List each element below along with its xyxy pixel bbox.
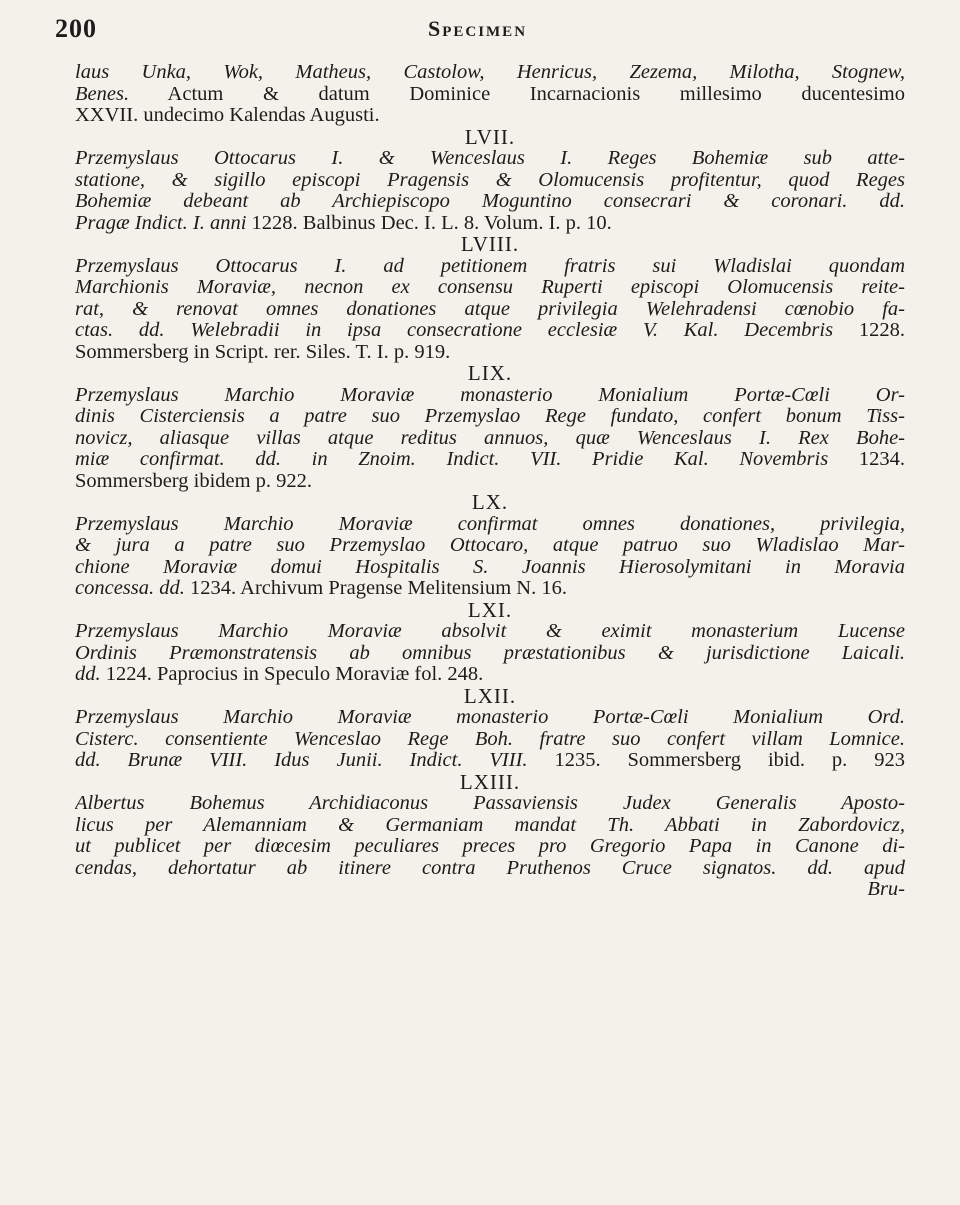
text-segment: Przemyslaus Ottocarus I. & Wenceslaus I. Reges Bohemiæ sub atte- <box>75 148 905 169</box>
text-segment: Sommersberg in Script. rer. Siles. T. I. p. 919. <box>75 341 451 363</box>
text-line <box>75 277 905 299</box>
text-line <box>75 170 905 192</box>
text-line <box>75 793 905 815</box>
text-segment: Bru- <box>867 879 905 900</box>
text-line <box>75 621 905 643</box>
text-line <box>75 84 905 106</box>
text-segment: LXI. <box>467 599 513 621</box>
text-segment: Sommersberg ibidem p. 922. <box>75 470 313 492</box>
text-segment: laus Unka, Wok, Matheus, Castolow, Henricus, Zezema, Milotha, Stognew, <box>75 62 905 83</box>
text-segment: LX. <box>471 492 509 514</box>
text-segment: Przemyslaus Marchio Moraviæ monasterio Monialium Portæ-Cœli Or- <box>75 384 905 406</box>
text-segment: 1234. <box>828 449 905 470</box>
text-segment: Actum & datum Dominice Incarnacionis millesimo ducentesimo <box>129 83 905 105</box>
text-segment: novicz, aliasque villas atque reditus annuos, quæ Wenceslaus I. Rex Bohe- <box>75 427 905 449</box>
page-header <box>55 14 900 54</box>
text-segment: ctas. dd. Welebradii in ipsa consecratione ecclesiæ V. Kal. Decembris <box>75 320 834 341</box>
text-line <box>75 385 905 407</box>
text-segment: dinis Cisterciensis a patre suo Przemyslao Rege fundato, confert bonum Tiss- <box>75 406 905 427</box>
text-line <box>75 729 905 751</box>
text-line <box>75 342 905 364</box>
text-segment: LXIII. <box>459 771 521 793</box>
text-line <box>75 643 905 665</box>
text-segment: Ordinis Præmonstratensis ab omnibus præstationibus & jurisdictione Laicali. <box>75 642 905 664</box>
text-line <box>75 256 905 278</box>
text-segment: cendas, dehortatur ab itinere contra Pruthenos Cruce signatos. dd. apud <box>75 857 905 879</box>
text-line <box>75 879 905 901</box>
text-segment: chione Moraviæ domui Hospitalis S. Joannis Hierosolymitani in Moravia <box>75 556 905 578</box>
section-heading <box>75 686 905 708</box>
text-segment: miæ confirmat. dd. in Znoim. Indict. VII. Pridie Kal. Novembris <box>75 449 829 470</box>
section-heading <box>75 772 905 794</box>
text-line <box>75 664 905 686</box>
text-line <box>75 471 905 493</box>
text-segment: Przemyslaus Marchio Moraviæ monasterio Portæ-Cœli Monialium Ord. <box>75 707 905 728</box>
text-segment: dd. Brunæ VIII. Idus Junii. Indict. VIII. <box>75 750 528 771</box>
text-segment: LXII. <box>463 685 517 707</box>
text-segment: concessa. dd. <box>75 578 185 599</box>
text-body <box>75 62 905 901</box>
text-segment: Albertus Bohemus Archidiaconus Passaviensis Judex Generalis Aposto- <box>75 793 905 814</box>
text-segment: Przemyslaus Marchio Moraviæ confirmat omnes donationes, privilegia, <box>75 513 905 535</box>
text-line <box>75 578 905 600</box>
text-segment: 1235. Sommersberg ibid. p. 923 <box>527 750 905 771</box>
text-segment: 1234. Archivum Pragense Melitensium N. 16. <box>184 578 567 599</box>
text-segment: LVIII. <box>460 234 520 256</box>
text-segment: 1228. <box>833 320 905 341</box>
text-segment: Pragæ Indict. I. anni <box>75 212 247 234</box>
text-line <box>75 299 905 321</box>
section-heading <box>75 363 905 385</box>
text-line <box>75 750 905 772</box>
text-segment: ut publicet per diœcesim peculiares preces pro Gregorio Papa in Canone di- <box>75 836 905 857</box>
text-segment: Bohemiæ debeant ab Archiepiscopo Moguntino consecrari & coronari. dd. <box>75 191 905 212</box>
page-number: 200 <box>55 14 97 43</box>
text-line <box>75 836 905 858</box>
text-segment: Benes. <box>75 83 130 105</box>
text-segment: rat, & renovat omnes donationes atque privilegia Welehradensi cœnobio fa- <box>75 298 905 320</box>
section-heading <box>75 492 905 514</box>
text-line <box>75 213 905 235</box>
text-line <box>75 406 905 428</box>
text-segment: LVII. <box>464 126 516 148</box>
text-line <box>75 707 905 729</box>
text-segment: Przemyslaus Ottocarus I. ad petitionem fratris sui Wladislai quondam <box>75 255 905 277</box>
text-segment: & jura a patre suo Przemyslao Ottocaro, atque patruo suo Wladislao Mar- <box>75 535 905 556</box>
text-line <box>75 191 905 213</box>
text-line <box>75 62 905 84</box>
text-segment: LIX. <box>467 363 513 385</box>
text-segment: licus per Alemanniam & Germaniam mandat Th. Abbati in Zabordovicz, <box>75 814 905 836</box>
text-line <box>75 557 905 579</box>
running-head: Specimen <box>427 16 528 41</box>
text-segment: dd. <box>75 664 101 685</box>
text-segment: 1224. Paprocius in Speculo Moraviæ fol. 248. <box>100 664 484 685</box>
text-segment: Cisterc. consentiente Wenceslao Rege Boh. fratre suo confert villam Lomnice. <box>75 728 905 750</box>
text-line <box>75 535 905 557</box>
text-segment: statione, & sigillo episcopi Pragensis & Olomucensis profitentur, quod Reges <box>75 169 905 191</box>
text-segment: XXVII. undecimo Kalendas Augusti. <box>75 105 380 126</box>
section-heading <box>75 600 905 622</box>
text-line <box>75 514 905 536</box>
text-line <box>75 148 905 170</box>
text-segment: 1228. Balbinus Dec. I. L. 8. Volum. I. p. 10. <box>246 212 612 234</box>
text-line <box>75 858 905 880</box>
text-line <box>75 428 905 450</box>
text-line <box>75 105 905 127</box>
section-heading <box>75 127 905 149</box>
text-segment: Przemyslaus Marchio Moraviæ absolvit & eximit monasterium Lucense <box>75 621 905 642</box>
text-line <box>75 815 905 837</box>
text-line <box>75 320 905 342</box>
text-segment: Marchionis Moraviæ, necnon ex consensu Ruperti episcopi Olomucensis reite- <box>75 277 905 298</box>
text-line <box>75 449 905 471</box>
section-heading <box>75 234 905 256</box>
